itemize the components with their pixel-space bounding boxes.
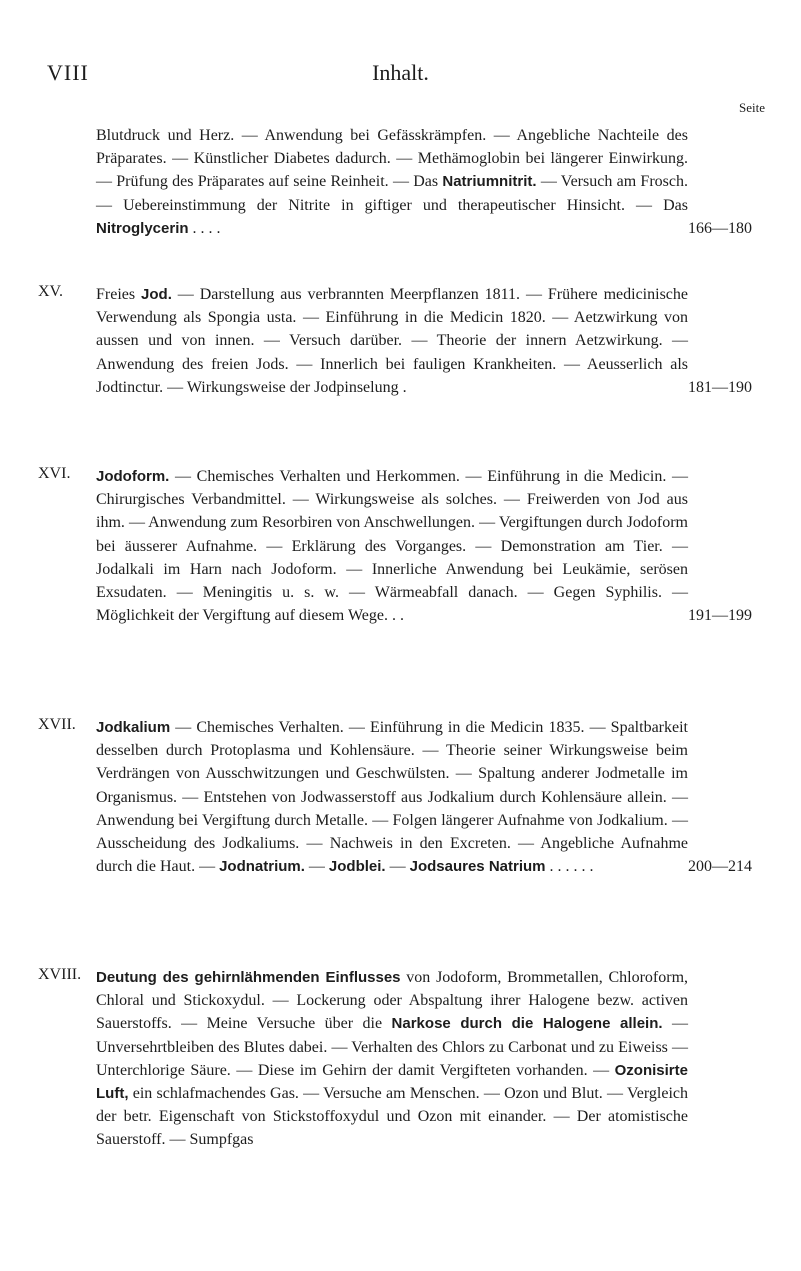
toc-entry: [38, 716, 772, 878]
entry-numeral: XV.: [38, 283, 64, 300]
toc-entry: [96, 124, 772, 240]
entry-text: Freies Jod. — Darstellung aus verbrannten Meerpflanzen 1811. — Frühere medicinische Verwendung als Spongia usta. — Einführung in die Medicin 1820. — Aetzwirkung von aussen und von innen. — Versuch darüber. — Theorie der innern Aetzwirkung. — Anwendung des freien Jods. — Innerlich bei fauligen Krankheiten. — Aeusserlich als Jodtinctur. — Wirkungsweise der Jodpinselung .: [96, 286, 688, 396]
toc-entry: [38, 465, 772, 627]
entry-pages: 181—190: [688, 378, 752, 396]
toc-entry: [38, 966, 772, 1152]
page-number: VIII: [47, 60, 89, 85]
entry-text: Jodoform. — Chemisches Verhalten und Herkommen. — Einführung in die Medicin. — Chirurgisches Verbandmittel. — Wirkungsweise als solches. — Freiwerden von Jod aus ihm. — Anwendung zum Resorbiren von Anschwellungen. — Vergiftungen durch Jodoform bei äusserer Aufnahme. — Erklärung des Vorganges. — Demonstration am Tier. — Jodalkali im Harn nach Jodoform. — Innerliche Anwendung bei Leukämie, serösen Exsudaten. — Meningitis u. s. w. — Wärmeabfall danach. — Gegen Syphilis. — Möglichkeit der Vergiftung auf diesem Wege. . .: [96, 468, 688, 625]
entry-numeral: XVI.: [38, 465, 71, 482]
entry-pages: 191—199: [688, 607, 752, 625]
page-column-label: Seite: [739, 100, 765, 115]
entry-pages: 166—180: [688, 219, 752, 237]
entry-numeral: XVII.: [38, 716, 76, 733]
entry-text: Jodkalium — Chemisches Verhalten. — Einführung in die Medicin 1835. — Spaltbarkeit desselben durch Protoplasma und Kohlensäure. — Theorie seiner Wirkungsweise beim Verdrängen von Ausschwitzungen und Geschwülsten. — Spaltung anderer Jodmetalle im Organismus. — Entstehen von Jodwasserstoff aus Jodkalium durch Kohlensäure allein. — Anwendung bei Vergiftung durch Metalle. — Folgen längerer Aufnahme von Jodkalium. — Ausscheidung des Jodkaliums. — Nachweis in den Excreten. — Angebliche Aufnahme durch die Haut. — Jodnatrium. — Jodblei. — Jodsaures Natrium . . . . . .: [96, 719, 688, 876]
entry-text: Blutdruck und Herz. — Anwendung bei Gefässkrämpfen. — Angebliche Nachteile des Präparates. — Künstlicher Diabetes dadurch. — Methämoglobin bei längerer Einwirkung. — Prüfung des Präparates auf seine Reinheit. — Das Natriumnitrit. — Versuch am Frosch. — Uebereinstimmung der Nitrite in giftiger und therapeutischer Hinsicht. — Das Nitroglycerin . . . .: [96, 127, 688, 237]
entry-numeral: XVIII.: [38, 966, 82, 983]
toc-entry: [38, 283, 772, 399]
entry-text: Deutung des gehirnlähmenden Einflusses von Jodoform, Brommetallen, Chloroform, Chloral und Stickoxydul. — Lockerung oder Abspaltung ihrer Halogene bezw. activen Sauerstoffs. — Meine Versuche über die Narkose durch die Halogene allein. — Unversehrtbleiben des Blutes dabei. — Verhalten des Chlors zu Carbonat und zu Eiweiss — Unterchlorige Säure. — Diese im Gehirn der damit Vergifteten vorhanden. — Ozonisirte Luft, ein schlafmachendes Gas. — Versuche am Menschen. — Ozon und Blut. — Vergleich der betr. Eigenschaft von Stickstoffoxydul und Ozon mit einander. — Der atomistische Sauerstoff. — Sumpfgas: [96, 969, 689, 1149]
page-header: [0, 60, 801, 100]
entry-pages: 200—214: [688, 858, 752, 876]
page-title: Inhalt.: [372, 60, 429, 85]
